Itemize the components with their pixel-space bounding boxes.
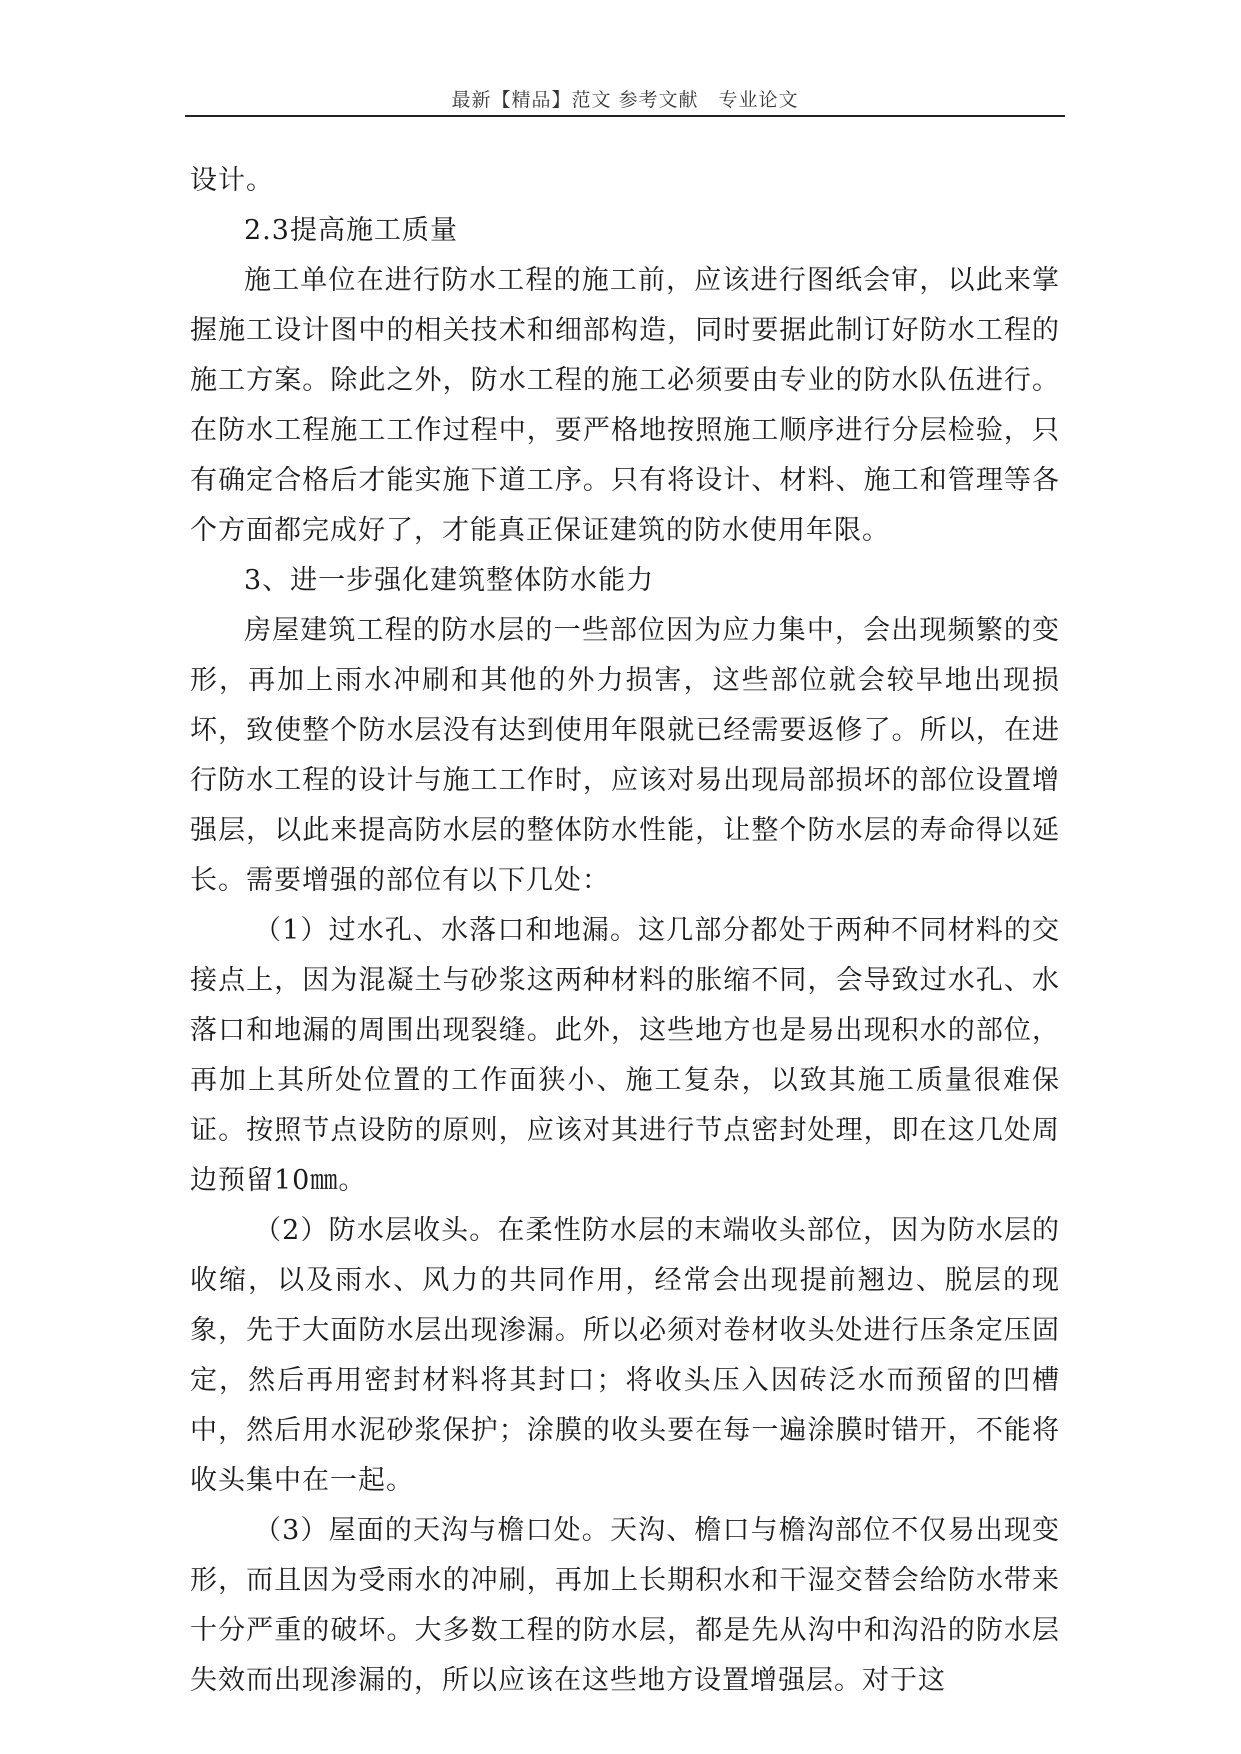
section-heading-3: 3、进一步强化建筑整体防水能力 [244, 565, 655, 596]
paragraph-item-2: （2）防水层收头。在柔性防水层的末端收头部位，因为防水层的收缩，以及雨水、风力的共同作用，经常会出现提前翘边、脱层的现象，先于大面防水层出现渗漏。所以必须对卷材收头处进行压条定压固定，然后再用密封材料将其封口；将收头压入因砖泛水而预留的凹槽中，然后用水泥砂浆保护；涂膜的收头要在每一遍涂膜时错开，不能将收头集中在一起。 [190, 1215, 1060, 1496]
document-body [190, 156, 1060, 1706]
paragraph-reinforcement-intro: 房屋建筑工程的防水层的一些部位因为应力集中，会出现频繁的变形，再加上雨水冲刷和其他的外力损害，这些部位就会较早地出现损坏，致使整个防水层没有达到使用年限就已经需要返修了。所以，在进行防水工程的设计与施工工作时，应该对易出现局部损坏的部位设置增强层，以此来提高防水层的整体防水性能，让整个防水层的寿命得以延长。需要增强的部位有以下几处： [190, 615, 1060, 896]
paragraph-item-3: （3）屋面的天沟与檐口处。天沟、檐口与檐沟部位不仅易出现变形，而且因为受雨水的冲刷，再加上长期积水和干湿交替会给防水带来十分严重的破坏。大多数工程的防水层，都是先从沟中和沟沿的防水层失效而出现渗漏的，所以应该在这些地方设置增强层。对于这 [190, 1515, 1060, 1696]
paragraph-item-1: （1）过水孔、水落口和地漏。这几部分都处于两种不同材料的交接点上，因为混凝土与砂浆这两种材料的胀缩不同，会导致过水孔、水落口和地漏的周围出现裂缝。此外，这些地方也是易出现积水的部位，再加上其所处位置的工作面狭小、施工复杂，以致其施工质量很难保证。按照节点设防的原则，应该对其进行节点密封处理，即在这几处周边预留10㎜。 [190, 915, 1060, 1196]
paragraph-construction-quality: 施工单位在进行防水工程的施工前，应该进行图纸会审，以此来掌握施工设计图中的相关技术和细部构造，同时要据此制订好防水工程的施工方案。除此之外，防水工程的施工必须要由专业的防水队伍进行。在防水工程施工工作过程中，要严格地按照施工顺序进行分层检验，只有确定合格后才能实施下道工序。只有将设计、材料、施工和管理等各个方面都完成好了，才能真正保证建筑的防水使用年限。 [190, 265, 1060, 546]
header-divider [185, 115, 1065, 117]
section-heading-2-3: 2.3提高施工质量 [244, 215, 458, 246]
page-header: 最新【精品】范文 参考文献 专业论文 [451, 89, 799, 111]
paragraph-continuation: 设计。 [190, 165, 274, 196]
